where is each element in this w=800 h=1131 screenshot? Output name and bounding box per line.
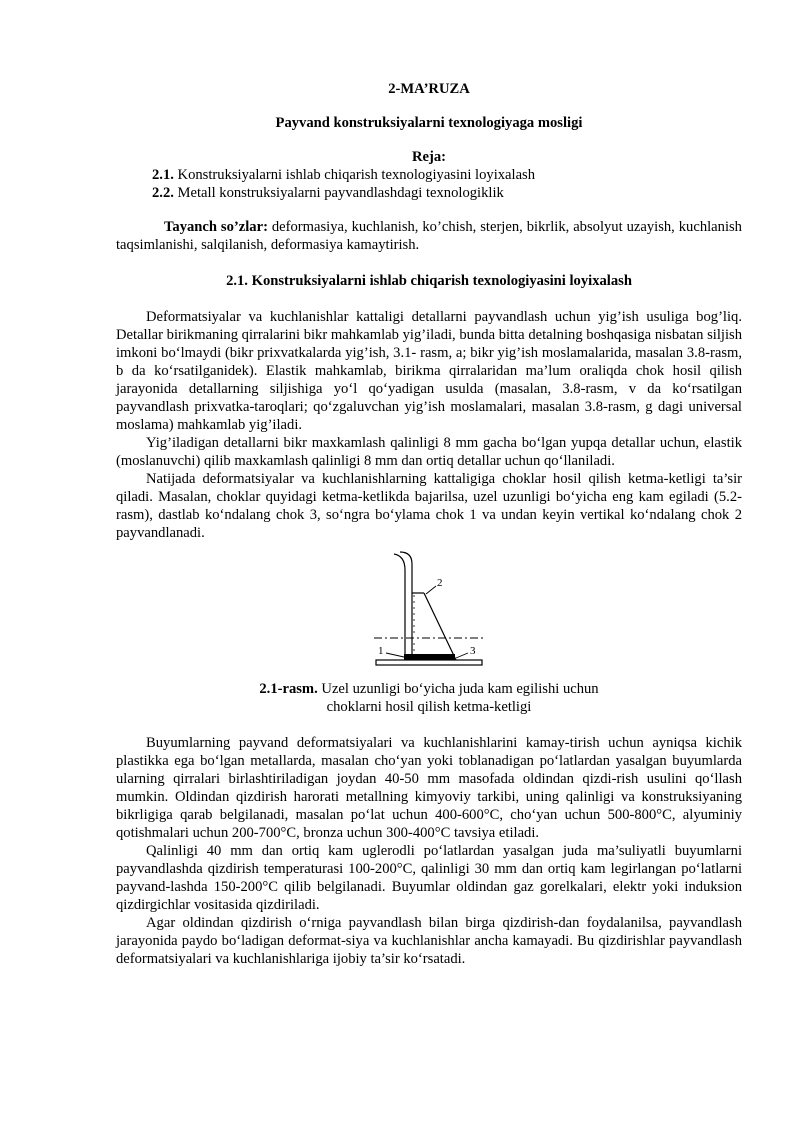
- plan-item: [116, 166, 742, 184]
- plan-item-number: 2.2.: [152, 185, 174, 201]
- weld-seam-root: [404, 654, 413, 660]
- flange-curve: [394, 554, 405, 570]
- plan-heading: Reja:: [411, 149, 447, 165]
- plan-item-number: 2.1.: [152, 167, 174, 183]
- figure-caption: [116, 680, 742, 716]
- paragraph: Qalinligi 40 mm dan ortiq kam uglerodli poʻlatlardan yasalgan juda ma’suliyatli buyumlarni payvandlashda qizdirish temperaturasi 100-200°C, qalinligi 30 mm dan ortiq kam legirlangan poʻlatlarni payvand-lashda 150-200°C qilib belgilanadi. Buyumlar oldindan gaz gorelkalari, elektr yoki induksion qizdirgichlar vositasida qizdiriladi.: [116, 843, 742, 913]
- figure-label-2: 2: [437, 577, 443, 589]
- caption-line-2: choklarni hosil qilish ketma-ketligi: [326, 699, 532, 715]
- document-page: [116, 70, 742, 968]
- section-heading: 2.1. Konstruksiyalarni ishlab chiqarish texnologiyasini loyixalash: [226, 273, 632, 289]
- figure-label-3: 3: [470, 645, 476, 657]
- paragraph: Yig’iladigan detallarni bikr maxkamlash qalinligi 8 mm gacha boʻlgan yupqa detallar uchun, elastik (moslanuvchi) qilib maxkamlash qalinligi 8 mm dan ortiq detallar uchun qoʻllaniladi.: [116, 435, 742, 469]
- keywords-text: deformasiya, kuchlanish, ko’chish, sterjen, bikrlik, absolyut uzayish, kuchlanish taqsimlanishi, salqilanish, deformasiya kamaytirish.: [116, 219, 742, 253]
- caption-label: 2.1-rasm.: [259, 681, 318, 697]
- figure-weld-sequence: [116, 550, 742, 674]
- keywords-label: Tayanch so’zlar:: [164, 219, 268, 235]
- document-title: Payvand konstruksiyalarni texnologiyaga mosligi: [275, 115, 583, 131]
- keywords-paragraph: [116, 218, 742, 254]
- gusset-slope: [424, 593, 456, 660]
- plan-item-text: Konstruksiyalarni ishlab chiqarish texnologiyasini loyixalash: [173, 167, 536, 183]
- plan-item: [116, 184, 742, 202]
- plan-item-text: Metall konstruksiyalarni payvandlashdagi texnologiklik: [173, 185, 504, 201]
- lecture-label: 2-MA’RUZA: [388, 81, 470, 97]
- leader-1: [386, 653, 404, 657]
- paragraph: Buyumlarning payvand deformatsiyalari va kuchlanishlarini kamay-tirish uchun ayniqsa kichik plastikka ega boʻlgan metallarda, masalan choʻyan yoki toblanadigan poʻlatlardan yasalgan buyumlarda ularning qirralari birlashtiriladigan joydan 40-50 mm masofada oldindan qizdi-rish usulini qoʻllash mumkin. Oldindan qizdirish harorati metallning kimyoviy tarkibi, uning qalinligi va konstruksiyaning bikrligiga qarab belgilanadi, masalan poʻlat uchun 400-600°C, choʻyan uchun 500-800°C, alyuminiy qotishmalari uchun 200-700°C, bronza uchun 300-400°C tavsiya etiladi.: [116, 735, 742, 841]
- paragraph: Natijada deformatsiyalar va kuchlanishlarning kattaligiga choklar hosil qilish ketma-ketligi ta’sir qiladi. Masalan, choklar quyidagi ketma-ketlikda bajarilsa, uzel uzunligi boʻyicha eng kam egiladi (5.2-rasm), dastlab koʻndalang chok 3, soʻngra boʻylama chok 1 va undan keyin vertikal koʻndalang chok 2 payvandlanadi.: [116, 471, 742, 541]
- leader-2: [426, 586, 436, 594]
- paragraph: Deformatsiyalar va kuchlanishlar kattaligi detallarni payvandlash uchun yig’ish usuliga bog’liq. Detallar birikmaning qirralarini bikr mahkamlab yig’iladi, bunda bitta detalning boshqasiga nisbatan siljish imkoni boʻlmaydi (bikr prixvatkalarda yig’ish, 3.1- rasm, a; bikr yig’ish moslamalarida, masalan 3.8-rasm, b da koʻrsatilganidek). Elastik mahkamlab, birikma qirralaridan ma’lum oraliqda chok hosil qilish jarayonida detallarning siljishiga yoʻl qoʻyadigan usulda (masalan, 3.8-rasm, v da koʻrsatilgan payvandlash prixvatka-taroqlari; qoʻzgaluvchan yig’ish moslamalari, masalan 3.8-rasm, g dagi universal moslama) mahkamlab yig’iladi.: [116, 309, 742, 433]
- leader-3: [456, 653, 468, 658]
- weld-diagram: [374, 550, 486, 674]
- caption-line-1: Uzel uzunligi boʻyicha juda kam egilishi uchun: [317, 681, 599, 697]
- figure-label-1: 1: [378, 645, 384, 657]
- base-plate: [376, 660, 482, 665]
- paragraph: Agar oldindan qizdirish oʻrniga payvandlash bilan birga qizdirish-dan foydalanilsa, payvandlash jarayonida paydo boʻladigan deformat-siya va kuchlanishlar ancha kamayadi. Bu qizdirishlar payvandlash deformatsiyalari va kuchlanishlariga ijobiy ta’sir koʻrsatadi.: [116, 915, 742, 967]
